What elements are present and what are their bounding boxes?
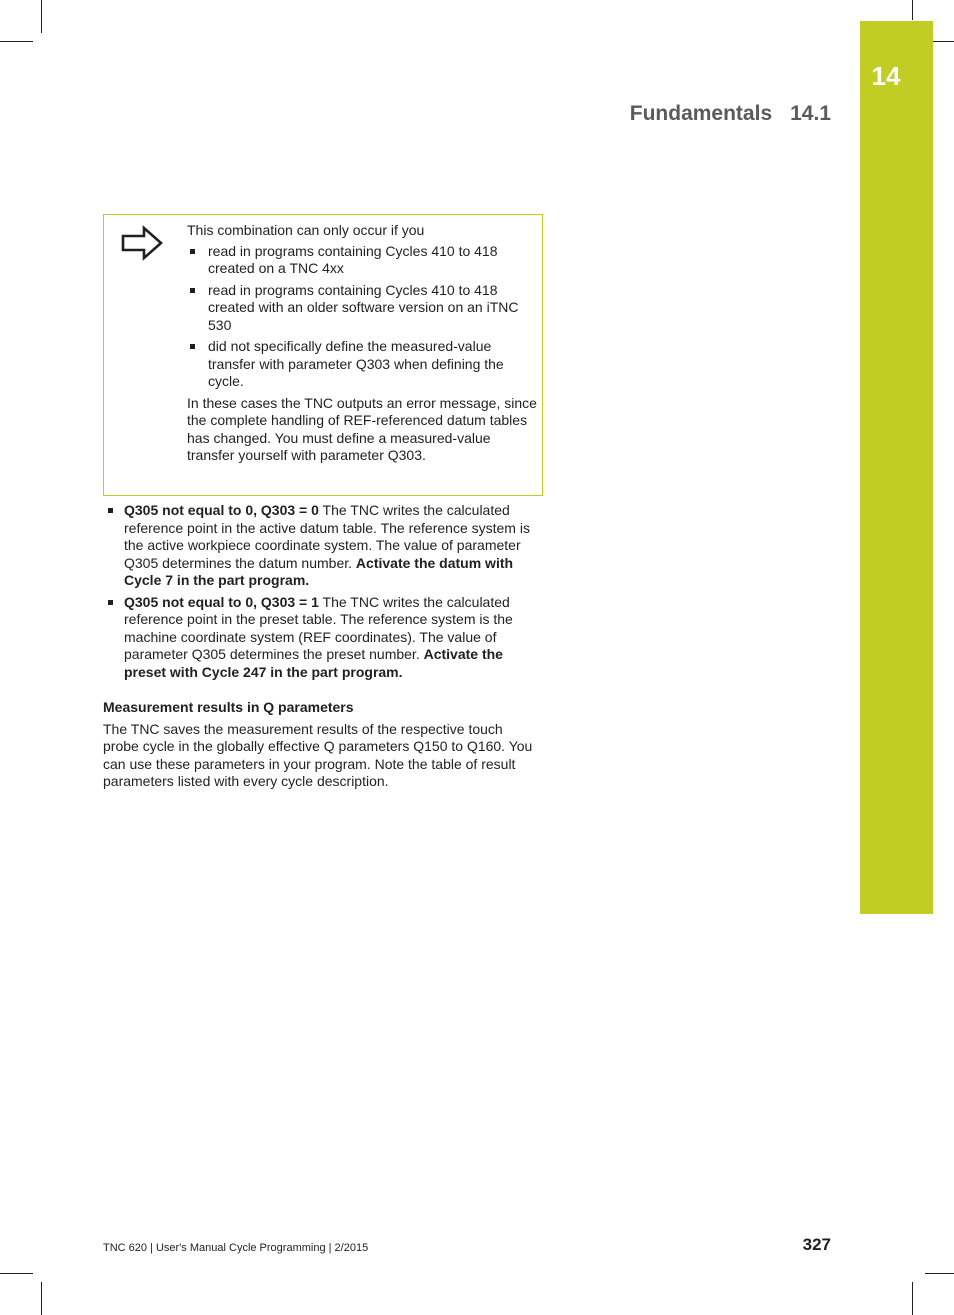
list-item: did not specifically define the measured-value transfer with parameter Q303 when defining the cycle. xyxy=(187,338,537,391)
list-item: read in programs containing Cycles 410 to 418 created with an older software version on an iTNC 530 xyxy=(187,282,537,335)
page-number: 327 xyxy=(802,1235,831,1254)
arrow-right-icon xyxy=(120,225,164,261)
chapter-number: 14 xyxy=(871,61,901,91)
square-bullet-icon xyxy=(190,249,195,254)
square-bullet-icon xyxy=(190,288,195,293)
note-intro: This combination can only occur if you xyxy=(187,222,425,238)
section-heading: Measurement results in Q parameters xyxy=(103,699,354,715)
square-bullet-icon xyxy=(108,508,113,513)
crop-mark xyxy=(41,0,42,33)
square-bullet-icon xyxy=(108,600,113,605)
crop-mark xyxy=(925,1273,954,1274)
header-title: Fundamentals xyxy=(629,102,773,125)
note-outro: In these cases the TNC outputs an error message, since the complete handling of REF-referenced datum tables has changed. You must define a measured-value transfer yourself with parameter Q303. xyxy=(187,394,537,463)
list-item: Q305 not equal to 0, Q303 = 0 The TNC writes the calculated reference point in the active datum table. The reference system is the active workpiece coordinate system. The value of parameter Q305 determines the datum number. Activate the datum with Cycle 7 in the part program. xyxy=(103,502,541,590)
square-bullet-icon xyxy=(190,344,195,349)
main-content xyxy=(103,502,541,791)
running-header xyxy=(630,102,831,126)
crop-mark xyxy=(912,1282,913,1315)
crop-mark xyxy=(0,1273,33,1274)
crop-mark xyxy=(0,41,33,42)
crop-mark xyxy=(912,0,913,20)
parameter-list xyxy=(103,502,541,681)
footer-text: TNC 620 | User's Manual Cycle Programming | 2/2015 xyxy=(103,1242,369,1254)
note-list xyxy=(187,243,537,391)
list-item: Q305 not equal to 0, Q303 = 1 The TNC writes the calculated reference point in the preset table. The reference system is the machine coordinate system (REF coordinates). The value of parameter Q305 determines the preset number. Activate the preset with Cycle 247 in the part program. xyxy=(103,594,541,682)
note-box xyxy=(103,214,543,496)
list-item: read in programs containing Cycles 410 to 418 created on a TNC 4xx xyxy=(187,243,537,278)
header-section: 14.1 xyxy=(790,102,831,125)
note-body xyxy=(187,222,537,465)
chapter-tab xyxy=(860,21,933,914)
section-body: The TNC saves the measurement results of the respective touch probe cycle in the globally effective Q parameters Q150 to Q160. You can use these parameters in your program. Note the table of result parameters listed with every cycle description. xyxy=(103,720,533,789)
crop-mark xyxy=(41,1282,42,1315)
